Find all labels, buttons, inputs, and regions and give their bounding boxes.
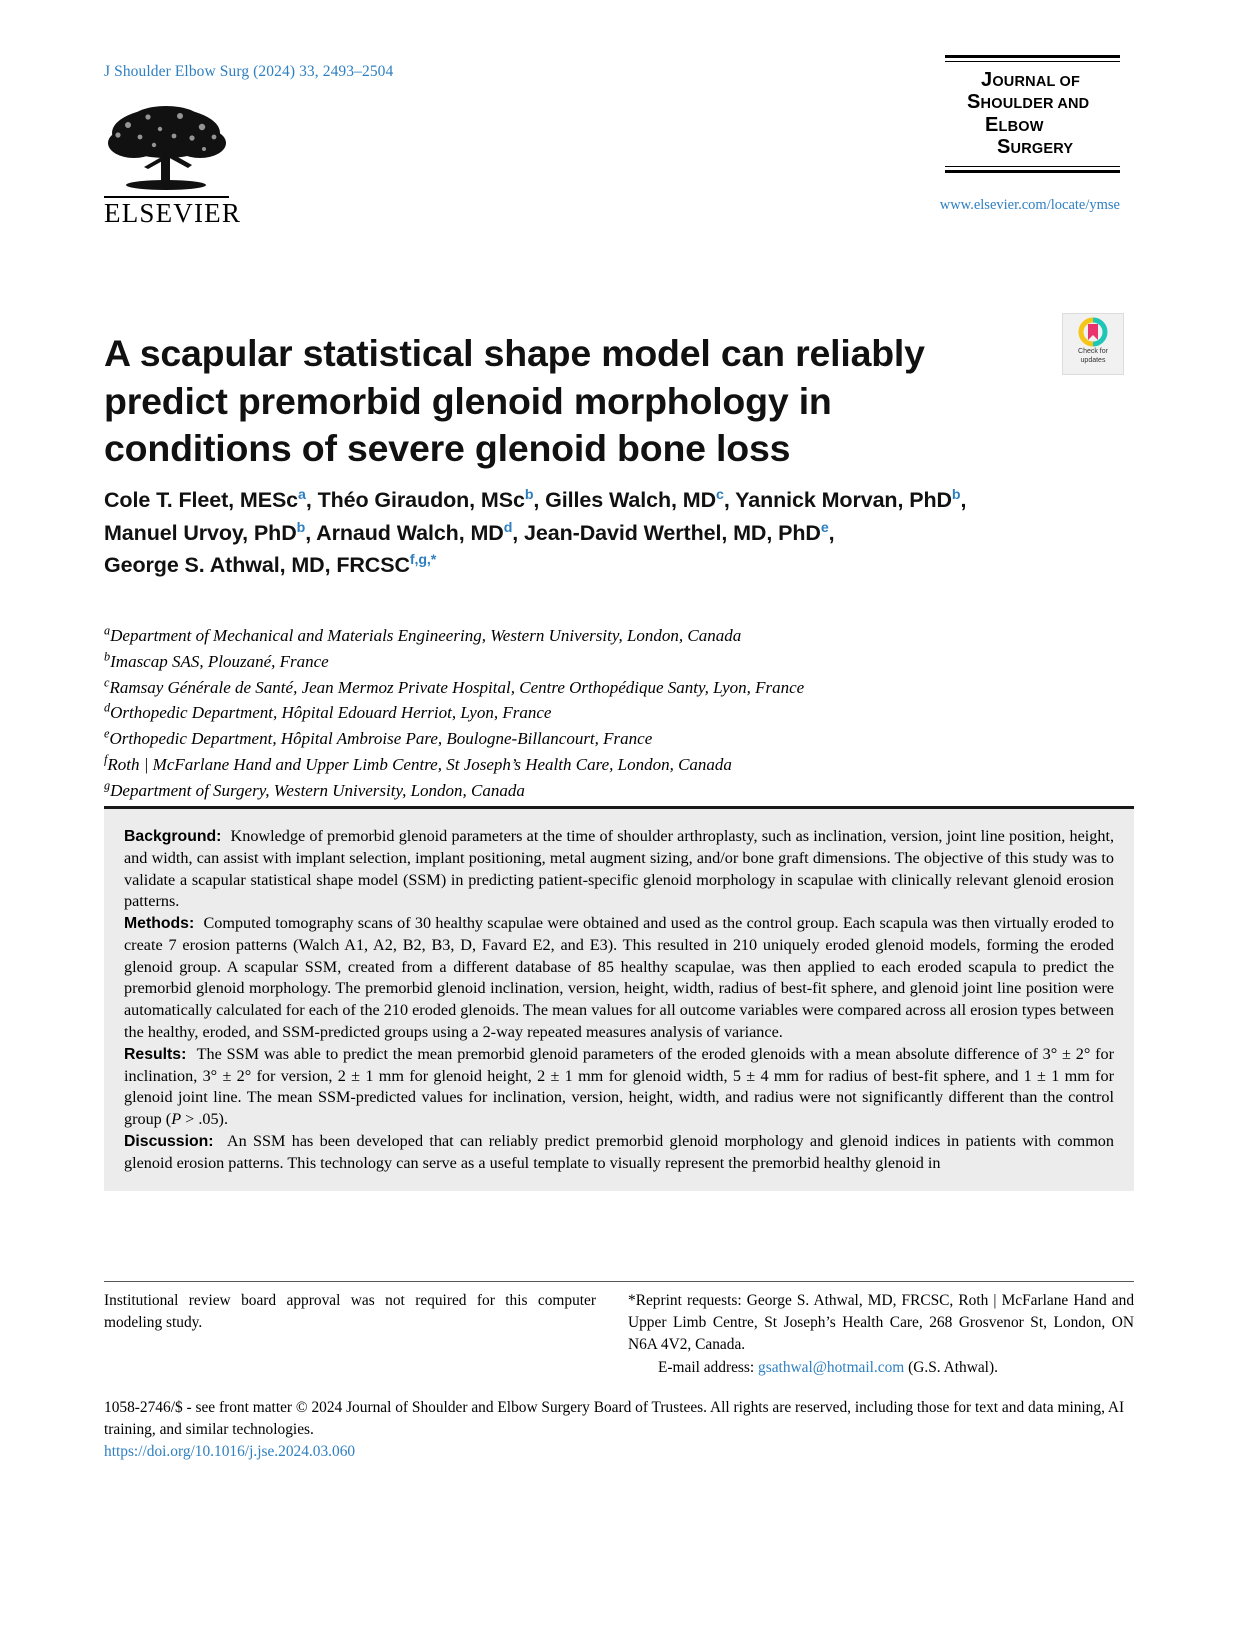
affiliation-item <box>104 700 1124 726</box>
author-affiliation-marker: e <box>820 519 829 536</box>
irb-statement: Institutional review board approval was not required for this computer modeling study. <box>104 1292 596 1331</box>
abstract-results-p-value-symbol: P <box>171 1110 182 1129</box>
affiliation-marker: c <box>104 675 110 689</box>
masthead-title <box>945 62 1120 164</box>
footnote-divider <box>104 1281 1134 1282</box>
crossmark-label-line-2: updates <box>1080 356 1106 364</box>
author-affiliation-marker: f,g,* <box>409 552 437 569</box>
title-line-1: A scapular statistical shape model can reliably <box>104 332 925 375</box>
author-affiliation-marker: b <box>524 486 534 503</box>
abstract-results-label: Results: <box>124 1045 187 1063</box>
affiliation-text: Orthopedic Department, Hôpital Ambroise Pare, Boulogne-Billancourt, France <box>109 729 653 749</box>
abstract-methods-label: Methods: <box>124 915 195 933</box>
email-link[interactable]: gsathwal@hotmail.com <box>758 1358 905 1376</box>
author-name: Cole T. Fleet, MESc <box>104 488 299 512</box>
page-header <box>104 55 1134 230</box>
masthead-cap: J <box>981 69 993 91</box>
author-name: Manuel Urvoy, PhD <box>104 520 297 545</box>
email-label: E-mail address: <box>658 1358 755 1376</box>
author-list <box>104 484 1124 582</box>
elsevier-wordmark: ELSEVIER <box>104 198 242 228</box>
affiliation-marker: b <box>104 649 111 664</box>
email-owner: (G.S. Athwal). <box>908 1358 998 1376</box>
author-line-3 <box>104 549 1124 582</box>
abstract-results-text-1: The SSM was able to predict the mean premorbid glenoid parameters of the eroded glenoids with a mean absolute difference of 3° ± 2° for inclination, 3° ± 2° for version, 2 ± 1 mm for glenoid height, 2 ± 1 mm for glenoid width, 5 ± 4 mm for radius of best-fit sphere, and 1 ± 1 mm for glenoid joint line. The mean SSM-predicted values for inclination, version, height, width, and radius were not significantly different than the control group ( <box>124 1044 1114 1129</box>
author-name: Théo Giraudon, MSc <box>317 488 525 512</box>
abstract-discussion-label: Discussion: <box>124 1132 214 1150</box>
author-affiliation-marker: c <box>716 486 724 503</box>
author-affiliation-marker: b <box>951 486 961 503</box>
affiliation-marker: a <box>104 623 111 638</box>
reprint-line-1: *Reprint requests: George S. Athwal, MD, FRCSC, Roth | McFarlane <box>628 1292 1069 1309</box>
abstract-discussion-text: An SSM has been developed that can reliably predict premorbid glenoid morphology and glenoid indices in patients with common glenoid erosion patterns. This technology can serve as a useful template to visually represent the premorbid healthy glenoid in <box>124 1131 1114 1172</box>
abstract-background <box>124 826 1114 913</box>
affiliation-item <box>104 726 1124 752</box>
masthead-rest: LBOW <box>998 118 1044 135</box>
masthead-rest: OURNAL OF <box>992 74 1081 90</box>
doi-link[interactable]: https://doi.org/10.1016/j.jse.2024.03.060 <box>104 1443 356 1460</box>
affiliation-text: Imascap SAS, Plouzané, France <box>110 651 329 671</box>
crossmark-icon <box>1076 317 1110 347</box>
masthead-cap: E <box>985 113 999 136</box>
masthead-rest: URGERY <box>1010 141 1074 158</box>
author-affiliation-marker: d <box>503 519 513 536</box>
journal-citation: J Shoulder Elbow Surg (2024) 33, 2493–2504 <box>104 63 394 80</box>
reprint-request-note <box>628 1290 1134 1379</box>
masthead-rule-top <box>945 55 1120 62</box>
abstract-methods <box>124 913 1114 1044</box>
author-name: Gilles Walch, MD <box>545 488 717 512</box>
masthead-line-2 <box>959 91 1120 113</box>
abstract-background-text: Knowledge of premorbid glenoid parameters at the time of shoulder arthroplasty, such as inclination, version, joint line position, height, and width, can assist with implant selection, implant positioning, metal augment sizing, and/or bone graft dimensions. The objective of this study was to validate a scapular statistical shape model (SSM) in predicting patient-specific glenoid morphology in scapulae with clinically relevant glenoid erosion patterns. <box>124 827 1114 911</box>
author-name: George S. Athwal, MD, FRCSC <box>104 553 410 578</box>
masthead-cap: S <box>967 91 981 114</box>
abstract-results <box>124 1044 1114 1131</box>
elsevier-tree-icon <box>104 103 229 195</box>
masthead-rest: HOULDER AND <box>980 96 1090 113</box>
author-affiliation-marker: a <box>298 486 306 503</box>
abstract-background-label: Background: <box>124 828 222 845</box>
author-name: Arnaud Walch, MD <box>316 520 504 545</box>
affiliation-marker: e <box>104 726 110 741</box>
abstract-discussion <box>124 1131 1114 1175</box>
affiliation-item <box>104 649 1124 675</box>
affiliation-text: Department of Surgery, Western University, London, Canada <box>110 780 525 800</box>
crossmark-label-line-1: Check for <box>1078 348 1108 355</box>
affiliation-text: Ramsay Générale de Santé, Jean Mermoz Private Hospital, Centre Orthopédique Santy, Lyon, France <box>109 677 805 697</box>
journal-masthead <box>945 55 1120 173</box>
affiliation-text: Department of Mechanical and Materials Engineering, Western University, London, Canada <box>110 626 742 645</box>
journal-url-link[interactable]: www.elsevier.com/locate/ymse <box>939 197 1120 213</box>
affiliation-marker: g <box>104 778 111 793</box>
affiliation-marker: d <box>104 700 111 715</box>
author-name: Yannick Morvan, PhD <box>735 488 952 512</box>
copyright-statement: 1058-2746/$ - see front matter © 2024 Journal of Shoulder and Elbow Surgery Board of Trustees. All rights are reserved, including those for text and data mining, AI training, and similar technologies. <box>104 1399 1125 1438</box>
crossmark-check-for-updates-badge[interactable] <box>1062 313 1124 375</box>
affiliation-text: Roth | McFarlane Hand and Upper Limb Centre, St Joseph’s Health Care, London, Canada <box>107 755 732 775</box>
affiliation-marker: f <box>104 752 108 767</box>
masthead-line-1 <box>959 69 1120 91</box>
masthead-cap: S <box>997 136 1011 159</box>
masthead-line-3 <box>959 114 1120 136</box>
affiliation-text: Orthopedic Department, Hôpital Edouard Herriot, Lyon, France <box>110 703 552 723</box>
author-line-1: Cole T. Fleet, MESc$^a$, Théo Giraudon, MSc$^b$, Gilles Walch, $MD^c$, Yannick Morvan, PhD$^b$, <box>104 486 967 512</box>
masthead-line-4 <box>959 136 1120 158</box>
author-affiliation-marker: b <box>296 519 306 536</box>
email-line <box>628 1357 1134 1379</box>
title-line-3: conditions of severe glenoid bone loss <box>104 427 791 470</box>
author-name: Jean-David Werthel, MD, PhD <box>524 520 821 545</box>
page-title <box>104 330 984 473</box>
reprint-line-2: Hand and Upper Limb Centre, St Joseph’s Health Care, 268 Grosvenor St, <box>628 1292 1135 1331</box>
affiliation-item <box>104 752 1124 778</box>
affiliation-item <box>104 675 1124 701</box>
masthead-rule-bottom <box>945 166 1120 173</box>
affiliation-item <box>104 623 1124 649</box>
author-line-2: Manuel Urvoy, PhD$^b$, Arnaud Walch, $MD^d$, Jean-David Werthel, MD, PhD$^e$, <box>104 519 835 545</box>
elsevier-logo <box>104 103 242 228</box>
affiliation-list <box>104 623 1124 804</box>
abstract-methods-text: Computed tomography scans of 30 healthy scapulae were obtained and used as the control group. Each scapula was then virtually eroded to create 7 erosion patterns (Walch A1, A2, B2, B3, D, Favard E2, and E3). This resulted in 210 uniquely eroded glenoid models, forming the eroded glenoid group. A scapular SSM, created from a different database of 85 healthy scapulae, was then applied to each eroded scapula to predict the premorbid glenoid morphology. The premorbid glenoid inclination, version, height, width, radius of best-fit sphere, and glenoid joint line position were automatically calculated for each of the 210 eroded glenoids. The mean values for all outcome variables were compared across all erosion types between the healthy, eroded, and SSM-predicted groups using a 2-way repeated measures analysis of variance. <box>124 914 1114 1042</box>
reprint-line-3: London, ON N6A 4V2, Canada. <box>628 1313 1134 1353</box>
abstract-results-text-2: > .05). <box>181 1110 228 1129</box>
title-line-2: predict premorbid glenoid morphology in <box>104 379 832 422</box>
abstract-block <box>104 806 1134 1191</box>
affiliation-item <box>104 778 1124 804</box>
